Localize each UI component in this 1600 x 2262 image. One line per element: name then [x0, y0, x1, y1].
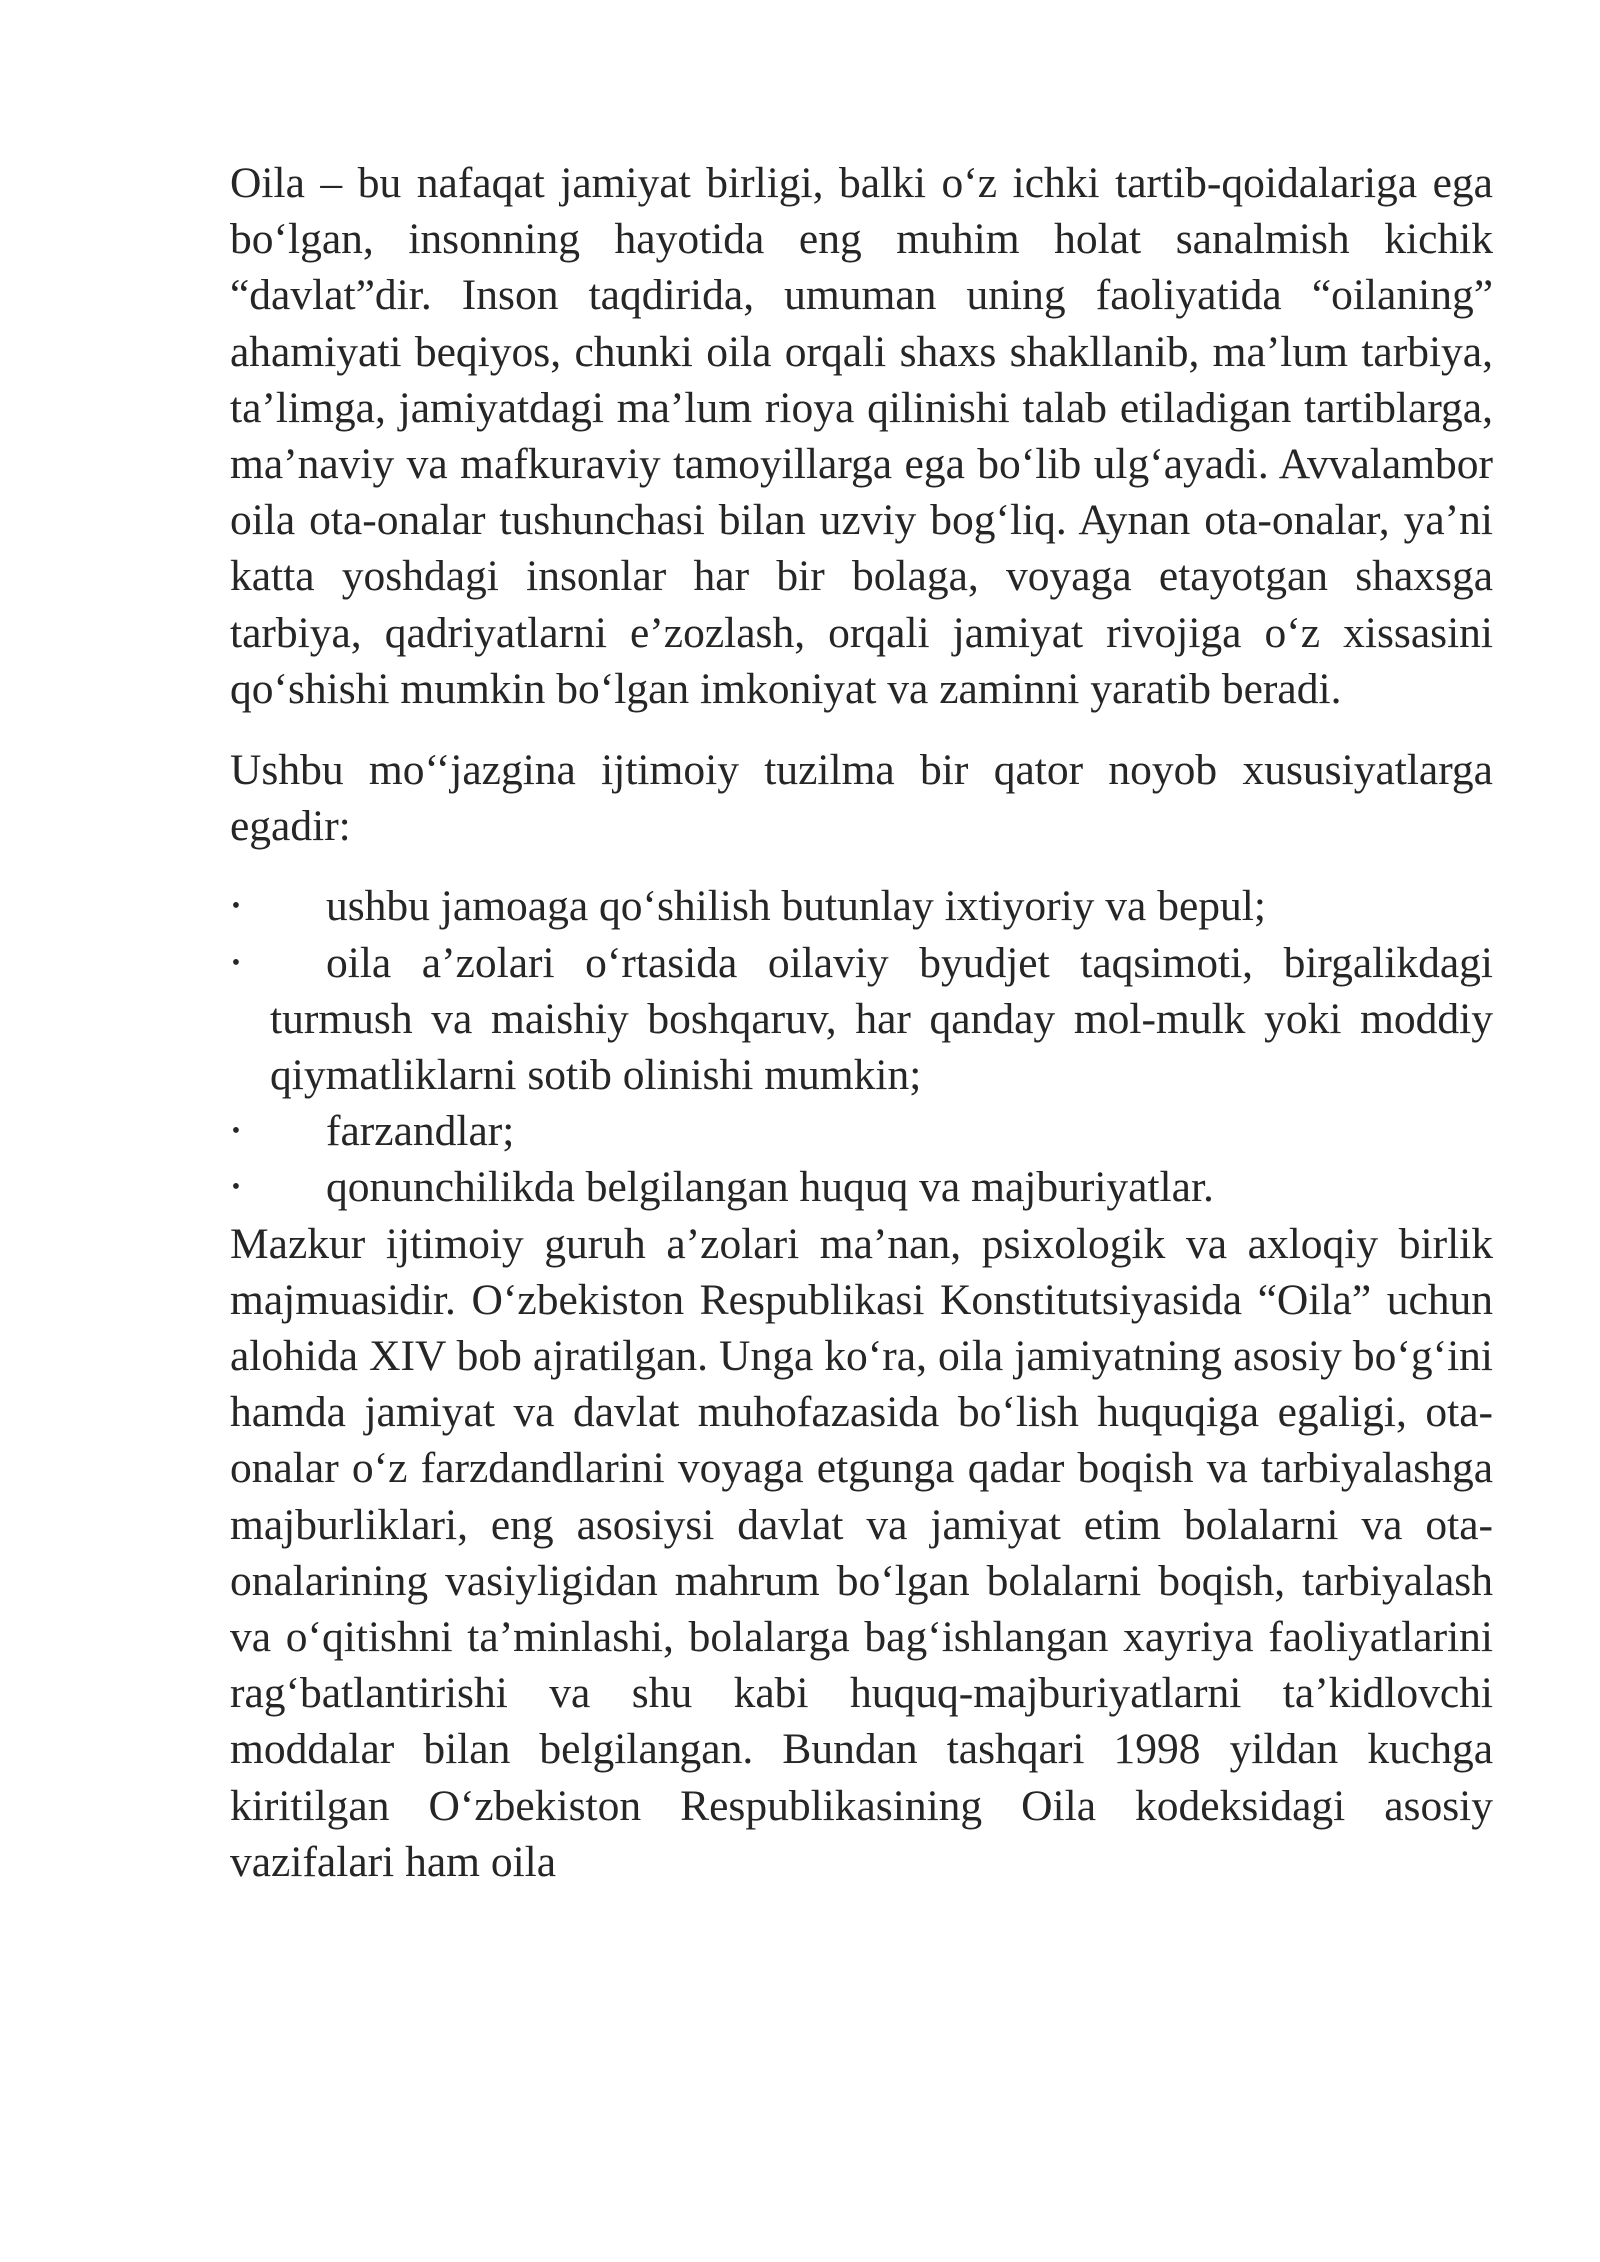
- paragraph-constitution: Mazkur ijtimoiy guruh a’zolari ma’nan, psixologik va axloqiy birlik majmuasidir. O‘zbekiston Respublikasi Konstitutsiyasida “Oila” uchun alohida XIV bob ajratilgan. Unga ko‘ra, oila jamiyatning asosiy bo‘g‘ini hamda jamiyat va davlat muhofazasida bo‘lish huquqiga egaligi, ota-onalar o‘z farzdandlarini voyaga etgunga qadar boqish va tarbiyalashga majburliklari, eng asosiysi davlat va jamiyat etim bolalarni va ota-onalarining vasiyligidan mahrum bo‘lgan bolalarni boqish, tarbiyalash va o‘qitishni ta’minlashi, bolalarga bag‘ishlangan xayriya faoliyatlarini rag‘batlantirishi va shu kabi huquq-majburiyatlarni ta’kidlovchi moddalar bilan belgilangan. Bundan tashqari 1998 yildan kuchga kiritilgan O‘zbekiston Respublikasining Oila kodeksidagi asosiy vazifalari ham oila: [230, 1219, 1493, 1886]
- document-page: [230, 155, 1493, 1890]
- list-item-text: farzandlar;: [326, 1107, 515, 1156]
- bullet-icon: •: [231, 1118, 241, 1145]
- paragraph-features-lead: Ushbu mo‘‘jazgina ijtimoiy tuzilma bir qator noyob xususiyatlarga egadir:: [230, 746, 1493, 851]
- list-item-text: qonunchilikda belgilangan huquq va majburiyatlar.: [326, 1163, 1214, 1212]
- list-item-text: oila a’zolari o‘rtasida oilaviy byudjet taqsimoti, birgalikdagi turmush va maishiy boshqaruv, har qanday mol-mulk yoki moddiy qiymatliklarni sotib olinishi mumkin;: [270, 938, 1493, 1100]
- list-item: [230, 878, 1493, 934]
- bullet-icon: •: [231, 949, 241, 976]
- list-item-text: ushbu jamoaga qo‘shilish butunlay ixtiyoriy va bepul;: [326, 882, 1266, 931]
- bullet-icon: •: [231, 893, 241, 920]
- list-item: [230, 1159, 1493, 1215]
- list-item: [230, 935, 1493, 1104]
- bullet-icon: •: [231, 1174, 241, 1201]
- list-item: [230, 1103, 1493, 1159]
- features-list: [230, 878, 1493, 1215]
- paragraph-intro: Oila – bu nafaqat jamiyat birligi, balki o‘z ichki tartib-qoidalariga ega bo‘lgan, insonning hayotida eng muhim holat sanalmish kichik “davlat”dir. Inson taqdirida, umuman uning faoliyatida “oilaning” ahamiyati beqiyos, chunki oila orqali shaxs shakllanib, ma’lum tarbiya, ta’limga, jamiyatdagi ma’lum rioya qilinishi talab etiladigan tartiblarga, ma’naviy va mafkuraviy tamoyillarga ega bo‘lib ulg‘ayadi. Avvalambor oila ota-onalar tushunchasi bilan uzviy bog‘liq. Aynan ota-onalar, ya’ni katta yoshdagi insonlar har bir bolaga, voyaga etayotgan shaxsga tarbiya, qadriyatlarni e’zozlash, orqali jamiyat rivojiga o‘z xissasini qo‘shishi mumkin bo‘lgan imkoniyat va zaminni yaratib beradi.: [230, 159, 1493, 713]
